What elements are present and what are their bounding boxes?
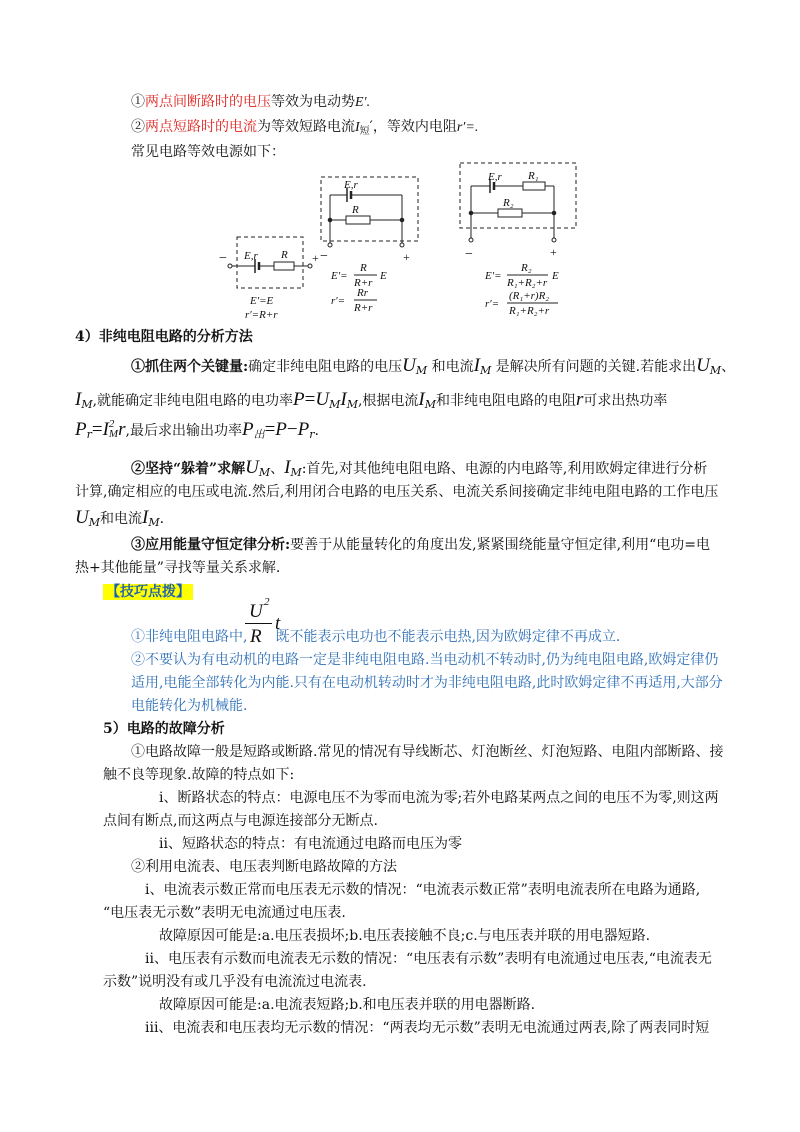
math-r: r (576, 389, 584, 410)
intro-l2-I: I (355, 120, 360, 135)
math-M: M (415, 364, 428, 377)
s4-p1-e: ,就能确定非纯电阻电路的电功率 (92, 393, 294, 409)
d2-r-den: R+r (354, 302, 373, 314)
math-M: M (258, 466, 271, 479)
diagram3-resistor-r2 (498, 209, 522, 217)
s4-p1-line3 (75, 418, 319, 442)
intro-l1-rest: 等效为电动势 (271, 94, 355, 110)
math-chu: 出 (253, 428, 265, 441)
math-M: M (290, 466, 302, 479)
diagram3-dashed-box (460, 163, 576, 228)
math-M: M (479, 364, 492, 377)
s5-a2-line2: 示数”说明没有或几乎没有电流流过电流表. (103, 974, 367, 990)
formula-bar (245, 623, 272, 624)
tip-1-b: 既不能表示电功也不能表示电热,因为欧姆定律不再成立. (275, 629, 621, 645)
d2-r-num: Rr (357, 287, 368, 299)
s4-p2-e: . (159, 511, 165, 527)
s5-i2: ii、短路状态的特点：有电流通过电路而电压为零 (159, 836, 462, 852)
s4-p1-f: ,根据电流 (357, 393, 419, 409)
math-I: I (473, 355, 480, 376)
d2-minus: − (320, 249, 328, 264)
s4-p2-a: 、 (270, 461, 285, 477)
math-U: U (696, 355, 710, 376)
d3-e-left: E′= (485, 270, 502, 282)
math-M: M (424, 398, 437, 411)
s5-p2: ②利用电流表、电压表判断电路故障的方法 (131, 859, 397, 875)
s4-p2-line2: 计算,确定相应的电压或电流.然后,利用闭合电路的电压关系、电流关系间接确定非纯电阻电路的工作电压 (75, 484, 719, 500)
d3-minus: − (465, 247, 473, 262)
math-P: P (293, 389, 305, 410)
d3-r2-label: R₂ (503, 197, 514, 209)
math-U: U (75, 507, 89, 528)
s4-p1-bold: ①抓住两个关键量: (131, 359, 249, 375)
tip-2-line1: ②不要认为有电动机的电路一定是非纯电阻电路.当电动机不转动时,仍为纯电阻电路,欧姆定律仍 (131, 652, 719, 668)
diagram1-resistor (274, 262, 294, 270)
math-U: U (315, 389, 330, 410)
intro-l2-sym: r′=. (456, 120, 479, 135)
s4-p1-line1 (131, 354, 735, 378)
d1-plus: + (312, 251, 319, 265)
math-I: I (142, 507, 149, 528)
d1-minus: − (219, 251, 227, 266)
d3-source-label: E,r (488, 171, 502, 183)
math-M: M (709, 364, 722, 377)
s5-a1-line2: “电压表无示数”表明无电流通过电压表. (103, 905, 346, 921)
math-I: I (418, 389, 425, 410)
s5-a1-line1: i、电流表示数正常而电压表无示数的情况：“电流表示数正常”表明电流表所在电路为通路, (145, 882, 701, 898)
d3-e-num: R₂ (521, 262, 532, 274)
s5-a2-cause: 故障原因可能是:a.电流表短路;b.和电压表并联的用电器断路. (159, 997, 536, 1013)
formula-num-U: U (249, 601, 263, 622)
s4-p1-a: 确定非纯电阻电路的电压 (248, 359, 403, 375)
intro-l2-rest: 为等效短路电流 (257, 119, 355, 135)
d3-plus: + (550, 245, 557, 259)
math-P: P (241, 419, 254, 440)
s4-p1-b: 和电流 (431, 359, 474, 375)
formula-den-R: R (250, 626, 262, 647)
tip-2-line2: 适用,电能全部转化为内能.只有在电动机转动时才为非纯电阻电路,此时欧姆定律不再适用,大部分 (131, 675, 723, 691)
s4-p1-h: 可求出热功率 (583, 393, 668, 409)
d3-e-den: R₁+R₂+r (507, 277, 548, 289)
math-rsub: r (309, 428, 315, 441)
s4-p2-bold: ②坚持“躲着”求解 (131, 461, 246, 477)
math-M: M (81, 398, 93, 411)
s4-p3-bold: ③应用能量守恒定律分析: (131, 537, 291, 553)
diagram2-resistor (346, 216, 370, 224)
intro-l2-tail: ′，等效内电阻 (369, 119, 457, 135)
equivalent-source-diagrams (0, 0, 800, 340)
intro-l1-red: 两点间断路时的电压 (145, 94, 271, 110)
math-I: I (284, 457, 291, 478)
d1-eq2: r′=R+r (245, 309, 278, 321)
tip-2-line3: 电能转化为机械能. (131, 698, 248, 714)
d1-source-label: E,r (244, 250, 258, 262)
s4-p3-line2: 热+其他能量”寻找等量关系求解. (75, 560, 281, 576)
math-M: M (108, 428, 119, 440)
math-M: M (148, 516, 160, 529)
s4-p1-line2 (75, 388, 667, 412)
d3-r1-label: R₁ (528, 170, 539, 182)
math-M: M (329, 398, 341, 411)
math-r: r (118, 419, 126, 440)
s4-p2-b: :首先,对其他纯电阻电路、电源的内电路等,利用欧姆定律进行分析 (301, 461, 708, 477)
section5-heading: 5）电路的故障分析 (103, 721, 225, 737)
intro-l2-sub: 短 (359, 126, 370, 137)
intro-l1-sym: E′. (355, 95, 371, 110)
tip-label-text: 【技巧点拨】 (103, 584, 193, 600)
math-I: I (102, 419, 109, 440)
s5-a3-line1: iii、电流表和电压表均无示数的情况：“两表均无示数”表明无电流通过两表,除了两表同时短 (145, 1020, 710, 1036)
tip-1-a: ①非纯电阻电路中, (131, 629, 248, 645)
formula-num-sq: 2 (264, 596, 270, 608)
d2-plus: + (403, 250, 410, 264)
s5-p1-line2: 触不良等现象.故障的特点如下: (103, 767, 295, 783)
s5-a2-line1: ii、电压表有示数而电流表无示数的情况：“电压表有示数”表明有电流通过电压表,“电流表无 (145, 951, 712, 967)
d2-e-num: R (360, 262, 367, 274)
d1-resistor-label: R (281, 249, 288, 261)
math-U: U (245, 457, 259, 478)
math-P: P (75, 419, 87, 440)
intro-l2-prefix: ② (131, 119, 145, 135)
s4-p2-line1 (131, 456, 707, 480)
d2-source-label: E,r (344, 179, 358, 191)
s4-p3-a: 要善于从能量转化的角度出发,紧紧围绕能量守恒定律,利用“电功=电 (290, 537, 710, 553)
diagram2-dashed-box (321, 177, 418, 241)
d3-r-den: R₁+R₂+r (509, 305, 550, 317)
s4-p1-j: . (314, 423, 319, 439)
diagram3-resistor-r1 (523, 182, 545, 190)
d2-r-left: r′= (331, 295, 346, 307)
s5-i1-line1: i、断路状态的特点：电源电压不为零而电流为零;若外电路某两点之间的电压不为零,则这两 (159, 790, 719, 806)
math-eq: = (264, 419, 276, 440)
math-M: M (88, 516, 100, 529)
d2-e-right: E (380, 270, 387, 282)
math-I: I (75, 389, 82, 410)
math-sq: 2 (108, 418, 115, 431)
intro-l1-prefix: ① (131, 94, 145, 110)
s4-p1-g: 和非纯电阻电路的电阻 (436, 393, 577, 409)
math-P: P (297, 419, 310, 440)
section4-heading: 4）非纯电阻电路的分析方法 (75, 329, 253, 345)
math-U: U (402, 355, 416, 376)
tip-label (103, 584, 193, 602)
s4-p1-i: ,最后求出输出功率 (125, 423, 242, 439)
d2-resistor-label: R (352, 204, 359, 216)
s4-p1-d: 、 (721, 359, 736, 375)
s5-i1-line2: 点间有断点,而这两点与电源连接部分无断点. (103, 813, 378, 829)
s4-p1-c: 是解决所有问题的关键.若能求出 (495, 359, 697, 375)
math-minus: − (286, 419, 298, 440)
d3-e-right: E (552, 270, 559, 282)
math-I: I (340, 389, 347, 410)
math-rsub: r (86, 428, 92, 441)
math-eq: = (91, 419, 103, 440)
math-eq: = (304, 389, 316, 410)
s5-a1-cause: 故障原因可能是:a.电压表损坏;b.电压表接触不良;c.与电压表并联的用电器短路. (159, 928, 651, 944)
d2-e-den: R+r (354, 277, 373, 289)
s4-p2-line3 (75, 506, 164, 530)
d3-r-num: (R₁+r)R₂ (509, 290, 550, 302)
d1-eq1: E′=E (250, 295, 274, 307)
math-P: P (275, 419, 287, 440)
intro-l2-red: 两点短路时的电流 (145, 119, 257, 135)
intro-line-3: 常见电路等效电源如下： (131, 144, 285, 160)
math-M: M (346, 398, 358, 411)
s4-p2-d: 和电流 (100, 511, 142, 527)
formula-t: t (275, 613, 281, 634)
s5-p1-line1: ①电路故障一般是短路或断路.常见的情况有导线断芯、灯泡断丝、灯泡短路、电阻内部断路、接 (131, 744, 724, 760)
tip-1 (131, 629, 620, 647)
d2-e-left: E′= (331, 270, 348, 282)
d3-r-left: r′= (485, 298, 500, 310)
s4-p3-line1 (131, 537, 710, 555)
